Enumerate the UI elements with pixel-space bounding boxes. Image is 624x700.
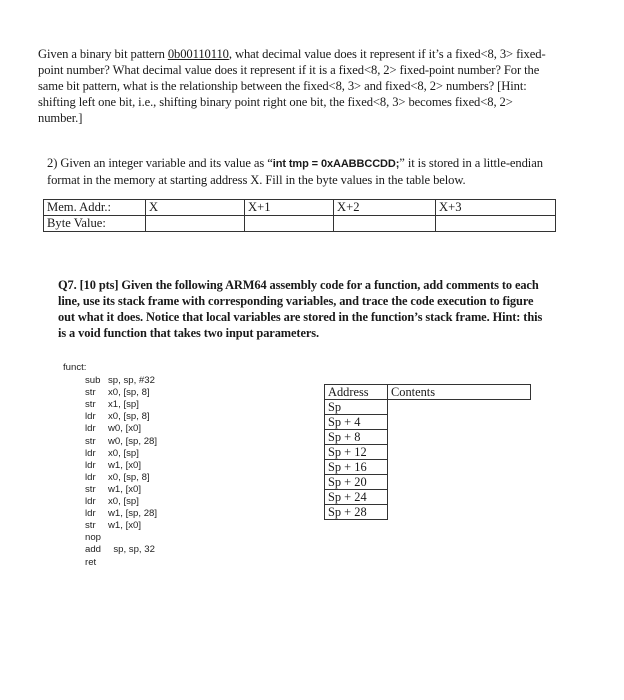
instruction-operands: x0, [sp, 8] [108,387,150,399]
instruction-opcode: str [85,399,96,411]
mem-addr-header: Mem. Addr.: [44,200,146,216]
stack-address-cell: Sp + 8 [325,430,388,445]
byte-value-cell[interactable] [334,216,436,232]
code-line [63,387,157,399]
instruction-operands: sp, sp, #32 [108,375,155,387]
instruction-opcode: sub [85,375,101,387]
instruction-operands: w1, [x0] [108,520,142,532]
instruction-opcode: ldr [85,496,96,508]
stack-contents-cell[interactable] [388,415,531,430]
byte-value-cell[interactable] [436,216,556,232]
instruction-operands: x1, [sp] [108,399,139,411]
q7-question: Q7. [10 pts] Given the following ARM64 assembly code for a function, add comments to each line, use its stack frame with corresponding variables, and trace the code execution to figure out what it does. Notice that local variables are stored in the function’s stack frame. Hint: this is a void function that takes two input parameters. [58,278,543,340]
instruction-operands: x0, [sp, 8] [108,411,150,423]
fixed-point-question [38,46,558,126]
instruction-operands: w1, [x0] [108,459,142,471]
assembly-code [63,362,157,569]
instruction-operands: w0, [sp, 28] [108,435,158,447]
stack-header-row [325,385,531,400]
code-line [63,544,157,556]
instruction-operands: w1, [x0] [108,483,142,495]
instruction-opcode: nop [85,532,102,544]
instruction-opcode: ldr [85,411,96,423]
code-line [63,472,157,484]
stack-row [325,460,531,475]
question-text: ” it is stored in a little-endian format in the memory at starting address X. Fill in the byte values in the table below. [47,156,543,187]
code-line [63,484,157,496]
stack-row [325,445,531,460]
code-snippet: int tmp = 0xAABBCCDD; [272,158,400,170]
endian-question [47,155,557,188]
memory-address-row [44,200,556,216]
code-line [63,508,157,520]
question-text: , what decimal value does it represent if it’s a fixed<8, 3> fixed-point number? What decimal value does it represent if it is a fixed<8, 2> fixed-point number? For the same bit pattern, what is the relationship between the fixed<8, 3> and fixed<8, 2> numbers? [Hint: shifting left one bit, i.e., shifting binary point right one bit, the fixed<8, 3> becomes fixed<8, 2> number.] [38,47,546,125]
stack-row [325,430,531,445]
instruction-opcode: str [85,387,96,399]
instruction-opcode: str [85,435,96,447]
question-text: 2) Given an integer variable and its value as “ [47,156,273,170]
mem-addr-cell: X+3 [436,200,556,216]
stack-contents-cell[interactable] [388,490,531,505]
instruction-opcode: str [85,483,96,495]
instruction-operands: x0, [sp] [108,496,139,508]
code-line [63,460,157,472]
address-header: Address [325,385,388,400]
stack-address-cell: Sp + 28 [325,505,388,520]
byte-value-header: Byte Value: [44,216,146,232]
stack-contents-cell[interactable] [388,445,531,460]
stack-row [325,475,531,490]
instruction-opcode: ldr [85,459,96,471]
instruction-opcode: ldr [85,508,96,520]
instruction-operands: sp, sp, 32 [108,544,155,556]
stack-contents-cell[interactable] [388,400,531,415]
stack-address-cell: Sp + 24 [325,490,388,505]
code-line [63,411,157,423]
mem-addr-cell: X [146,200,245,216]
stack-row [325,400,531,415]
instruction-opcode: ldr [85,447,96,459]
instruction-operands: x0, [sp] [108,447,139,459]
code-line [63,436,157,448]
byte-value-cell[interactable] [146,216,245,232]
stack-frame-table [324,384,531,520]
bit-pattern: 0b00110110 [167,47,229,61]
code-line [63,423,157,435]
instruction-operands: w1, [sp, 28] [108,508,158,520]
instruction-opcode: add [85,544,102,556]
stack-contents-cell[interactable] [388,505,531,520]
stack-row [325,415,531,430]
code-line [63,520,157,532]
question-text: Given a binary bit pattern [38,47,168,61]
stack-contents-cell[interactable] [388,430,531,445]
code-line [63,448,157,460]
stack-contents-cell[interactable] [388,460,531,475]
code-line [63,399,157,411]
stack-address-cell: Sp + 4 [325,415,388,430]
instruction-opcode: ret [85,556,97,568]
contents-header: Contents [388,385,531,400]
mem-addr-cell: X+1 [245,200,334,216]
stack-row [325,505,531,520]
stack-row [325,490,531,505]
memory-table [43,199,556,232]
instruction-operands: x0, [sp, 8] [108,471,150,483]
byte-value-cell[interactable] [245,216,334,232]
code-line [63,532,157,544]
stack-contents-cell[interactable] [388,475,531,490]
stack-address-cell: Sp + 20 [325,475,388,490]
instruction-opcode: str [85,520,96,532]
instruction-operands: w0, [x0] [108,423,142,435]
byte-value-row [44,216,556,232]
function-label: funct: [63,362,87,373]
code-line [63,557,157,569]
stack-address-cell: Sp + 16 [325,460,388,475]
mem-addr-cell: X+2 [334,200,436,216]
stack-address-cell: Sp [325,400,388,415]
code-line [63,375,157,387]
instruction-opcode: ldr [85,471,96,483]
instruction-opcode: ldr [85,423,96,435]
code-line [63,496,157,508]
stack-address-cell: Sp + 12 [325,445,388,460]
